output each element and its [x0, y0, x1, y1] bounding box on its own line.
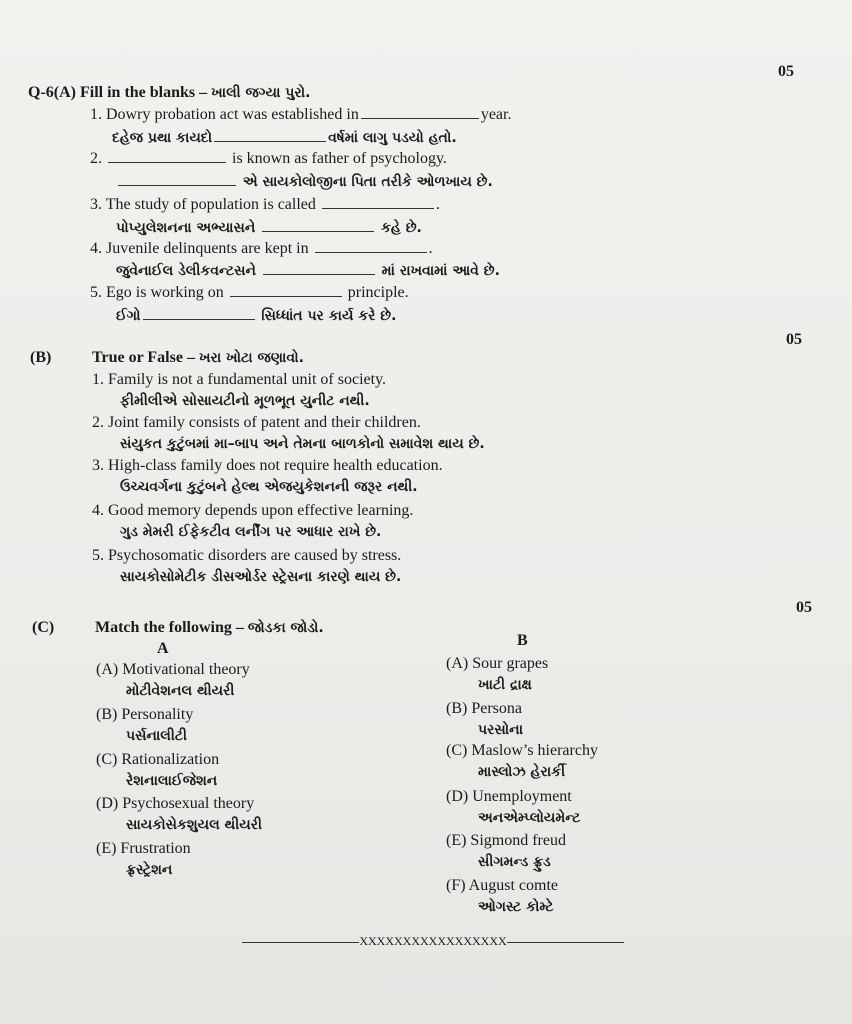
fill-q1-gu: દહેજ પ્રથા કાયદો વર્ષમાં લાગુ પડયો હતો.: [112, 130, 457, 146]
marks-section-b: 05: [786, 331, 802, 348]
fill-q2-gu: એ સાયકોલોજીના પિતા તરીકે ઓળખાય છે.: [116, 173, 493, 190]
col-a-item-1-gu: મોટીવેશનલ થીયરી: [126, 683, 235, 699]
tf-q4-gu: ગુડ મેમરી ઈફેકટીવ લર્નીંગ પર આધાર રાખે છે.: [120, 524, 382, 540]
marks-section-a: 05: [778, 63, 794, 80]
tf-q1-gu: ફીમીલીએ સોસાયટીનો મૂળભૂત યુનીટ નથી.: [120, 393, 370, 409]
col-b-item-2: (B) Persona: [446, 700, 522, 717]
section-c-label: (C): [32, 619, 55, 636]
column-a-header: A: [157, 640, 169, 657]
col-a-item-3-gu: રેશનાલાઈજેશન: [126, 773, 218, 789]
col-a-item-5-gu: ફ્રસ્ટ્રેશન: [126, 862, 173, 878]
tf-q2-gu: સંયુકત કુટુંબમાં મા–બાપ અને તેમના બાળકોનો સમાવેશ થાય છે.: [120, 436, 485, 452]
tf-q2-en: 2. Joint family consists of patent and their children.: [92, 414, 421, 431]
col-b-item-5-gu: સીગમન્ડ ફ્રુડ: [478, 854, 551, 870]
col-b-item-6: (F) August comte: [446, 877, 558, 894]
col-a-item-4: (D) Psychosexual theory: [96, 795, 255, 812]
column-b-header: B: [517, 632, 528, 649]
col-b-item-2-gu: પરસોના: [478, 722, 524, 738]
section-c-title: Match the following – જોડકા જોડો.: [95, 619, 324, 636]
fill-q2-en: 2. is known as father of psychology.: [90, 150, 447, 167]
fill-q3-en: 3. The study of population is called .: [90, 196, 440, 213]
fill-q4-gu: જુવેનાઈલ ડેલીકવન્ટસને માં રાખવામાં આવે છે.: [116, 263, 500, 279]
tf-q5-gu: સાયકોસોમેટીક ડીસઓર્ડર સ્ટ્રેસના કારણે થાય છે.: [120, 569, 402, 585]
fill-q5-gu: ઈગો સિધ્ધાંત પર કાર્ય કરે છે.: [116, 308, 397, 324]
tf-q3-gu: ઉચ્ચવર્ગના કુટુંબને હેલ્થ એજયુકેશનની જરૂર નથી.: [120, 479, 418, 495]
col-b-item-3: (C) Maslow’s hierarchy: [446, 742, 598, 759]
col-b-item-5: (E) Sigmond freud: [446, 832, 566, 849]
col-b-item-1: (A) Sour grapes: [446, 655, 549, 672]
marks-section-c: 05: [796, 599, 812, 616]
col-b-item-4-gu: અનએમ્પ્લોયમેન્ટ: [478, 810, 581, 826]
col-a-item-4-gu: સાયકોસેકશુયલ થીયરી: [126, 817, 263, 833]
end-of-paper-line: [242, 934, 624, 949]
tf-q3-en: 3. High-class family does not require health education.: [92, 457, 443, 474]
fill-q4-en: 4. Juvenile delinquents are kept in .: [90, 240, 433, 257]
col-b-item-6-gu: ઓગસ્ટ કોમ્ટે: [478, 899, 554, 915]
fill-q1-en: 1. Dowry probation act was established in year.: [90, 106, 512, 123]
section-b-label: (B): [30, 349, 52, 366]
section-a-title: Q-6(A) Fill in the blanks – ખાલી જગ્યા પુરો.: [28, 84, 311, 101]
section-b-title: True or False – ખરા ખોટા જણાવો.: [92, 349, 304, 366]
tf-q5-en: 5. Psychosomatic disorders are caused by stress.: [92, 547, 402, 564]
col-a-item-3: (C) Rationalization: [96, 751, 220, 768]
tf-q4-en: 4. Good memory depends upon effective learning.: [92, 502, 414, 519]
fill-q3-gu: પોપ્યુલેશનના અભ્યાસને કહે છે.: [116, 220, 422, 236]
col-a-item-2-gu: પર્સનાલીટી: [126, 728, 188, 744]
end-of-paper-marker: XXXXXXXXXXXXXXXXX: [359, 934, 507, 948]
col-a-item-5: (E) Frustration: [96, 840, 191, 857]
tf-q1-en: 1. Family is not a fundamental unit of society.: [92, 371, 387, 388]
col-b-item-1-gu: ખાટી દ્રાક્ષ: [478, 677, 532, 693]
col-a-item-1: (A) Motivational theory: [96, 661, 250, 678]
col-a-item-2: (B) Personality: [96, 706, 194, 723]
fill-q5-en: 5. Ego is working on principle.: [90, 284, 409, 301]
col-b-item-3-gu: માસ્લોઝ હેરાર્કી: [478, 764, 566, 780]
col-b-item-4: (D) Unemployment: [446, 788, 572, 805]
